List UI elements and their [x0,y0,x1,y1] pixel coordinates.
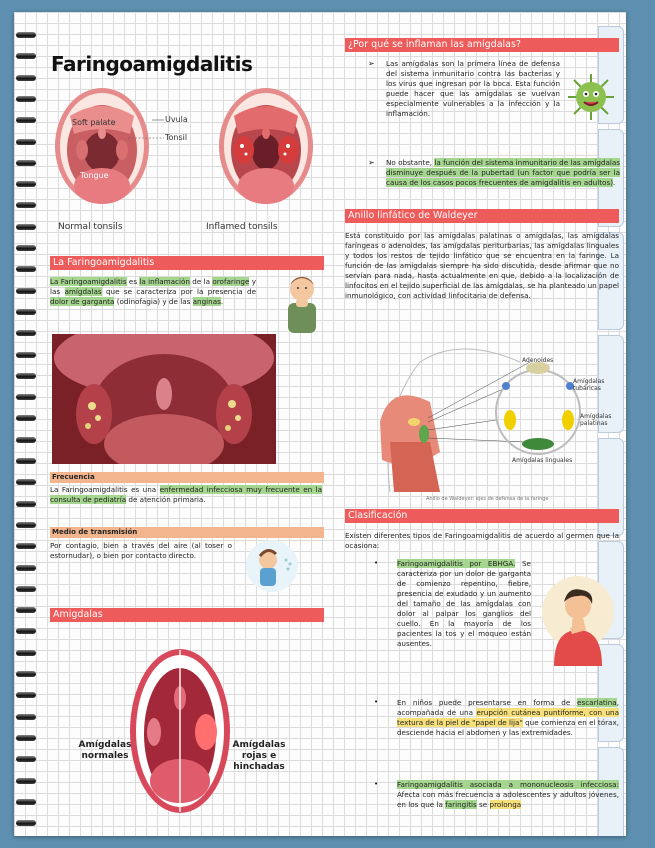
label-amigdalas-tubaricas: Amígdalas tubáricas [573,378,605,392]
label-tonsil: Tonsil [165,133,188,142]
spiral-binding [14,32,36,836]
spiral-ring [16,117,36,123]
clasificacion-item-ebhga: Faringoamigdalitis por EBHGA. Se caracteriza por un dolor de garganta de comienzo repentino, fiebre, presencia de exudado y un aumento del tamaño de las amígdalas con dolor al palpar los ganglios del cuello. En la mayoría de los pacientes la tos y el moqueo están ausentes. [397,559,531,648]
spiral-ring [16,458,36,464]
virus-icon [566,72,616,122]
sneezing-child-icon [242,538,302,600]
spiral-ring [16,501,36,507]
label-adenoides: Adenoides [522,357,554,364]
notebook-page [14,12,626,836]
clasificacion-item-mononucleosis: Faringoamigdalitis asociada a mononucleosis infecciosa: Afecta con más frecuencia a adolescentes y adultos jóvenes, en los que la faringitis se prolonga [397,780,619,809]
spiral-ring [16,202,36,208]
bullet-arrow-1: ➢ [368,59,375,68]
spiral-ring [16,245,36,251]
clasificacion-intro: Existen diferentes tipos de Faringoamigdalitis de acuerdo al germen que la ocasiona: [345,531,619,550]
spiral-ring [16,139,36,145]
label-amigdalas-palatinas: Amígdalas palatinas [580,413,612,427]
spiral-ring [16,373,36,379]
spiral-ring [16,586,36,592]
label-tongue: Tongue [80,171,109,180]
bullet-arrow-2: ➢ [368,158,375,167]
label-amigdalas-normales: Amígdalas normales [78,740,132,761]
inflamed-throat-photo [52,334,276,464]
spiral-ring [16,266,36,272]
spiral-ring [16,53,36,59]
throat-illustration [52,86,314,236]
spiral-ring [16,479,36,485]
page-title: Faringoamigdalitis [51,52,253,76]
spiral-ring [16,75,36,81]
transmision-text: Por contagio, bien a través del aire (al toser o estornudar), o bien por contacto directo. [50,541,232,560]
spiral-ring [16,437,36,443]
section-heading-amigdalas: Amigdalas [50,608,324,622]
spiral-ring [16,820,36,826]
label-soft-palate: Soft palate [72,118,116,127]
spiral-ring [16,160,36,166]
spiral-ring [16,352,36,358]
spiral-ring [16,309,36,315]
sore-throat-man-icon [540,568,616,666]
spiral-ring [16,181,36,187]
bullet-dot-3: • [374,780,379,788]
spiral-ring [16,671,36,677]
spiral-ring [16,756,36,762]
section-heading-anillo: Anillo linfático de Waldeyer [345,209,619,223]
caption-inflamed-tonsils: Inflamed tonsils [206,222,278,232]
sore-throat-child-icon [282,269,322,337]
caption-normal-tonsils: Normal tonsils [58,222,123,232]
spiral-ring [16,394,36,400]
spiral-ring [16,650,36,656]
subheading-transmision: Medio de transmisión [50,527,324,538]
spiral-ring [16,32,36,38]
tonsils-comparison-illustration [128,646,232,816]
spiral-ring [16,778,36,784]
por-que-bullet-1: Las amígdalas son la primera línea de defensa del sistema inmunitario contra las bacterias y los virus que ingresan por la boca. Esta función puede hacer que las amígdalas se vuelvan especialmente vulnerables a la infección y la inflamación. [386,59,560,118]
section-heading-clasificacion: Clasificación [345,509,619,523]
clasificacion-item-escarlatina: En niños puede presentarse en forma de escarlatina, acompañada de una erupción cutánea puntiforme, con una textura de la piel de "papel de lija" que comienza en el tórax, desciende hacia el abdomen y las extremidades. [397,698,619,737]
spiral-ring [16,692,36,698]
spiral-ring [16,735,36,741]
spiral-ring [16,607,36,613]
spiral-ring [16,288,36,294]
label-amigdalas-linguales: Amígdalas linguales [512,457,573,464]
spiral-ring [16,628,36,634]
spiral-ring [16,330,36,336]
bullet-dot-2: • [374,698,379,706]
frecuencia-text: La Faringoamigdalitis es una enfermedad infecciosa muy frecuente en la consulta de pediatría de atención primaria. [50,485,323,504]
spiral-ring [16,543,36,549]
spiral-ring [16,522,36,528]
label-amigdalas-hinchadas: Amígdalas rojas e hinchadas [232,740,286,772]
anillo-text: Está constituido por las amígdalas palatinas o amígdalas, las amígdalas faríngeas o adenoides, las amígdalas periturbarias, las amígdalas linguales y todos los restos de tejido linfático que se encuentra en la faringe. La función de las amígdalas siempre ha sido discutida, desde afirmar que no servían para nada, hasta actualmente en que, debido a la localización de linfocitos en el tejido superficial de las amígdalas, se ha planteado un papel inmunológico, con actividad linfocitaria de defensa. [345,231,619,300]
spiral-ring [16,224,36,230]
waldeyer-caption: Anillo de Waldeyer: ejes de defensa de la faringe [426,496,549,502]
spiral-ring [16,96,36,102]
section-heading-por-que: ¿Por qué se inflaman las amígdalas? [345,38,619,52]
spiral-ring [16,799,36,805]
spiral-ring [16,415,36,421]
bullet-dot-1: • [374,559,379,567]
section-heading-faringoamigdalitis: La Faringoamigdalitis [50,256,324,270]
por-que-bullet-2: No obstante, la función del sistema inmunitario de las amígdalas disminuye después de la pubertad (un factor que podría ser la causa de los casos pocos frecuentes de amigdalitis en adultos). [386,158,620,187]
label-uvula: Uvula [165,115,188,124]
spiral-ring [16,565,36,571]
spiral-ring [16,714,36,720]
subheading-frecuencia: Frecuencia [50,472,324,483]
faringo-definition: La Faringoamigdalitis es la inflamación de la orofaringe y las amígdalas que se caracteriza por la presencia de dolor de garganta (odinofagia) y de las anginas. [50,277,256,306]
